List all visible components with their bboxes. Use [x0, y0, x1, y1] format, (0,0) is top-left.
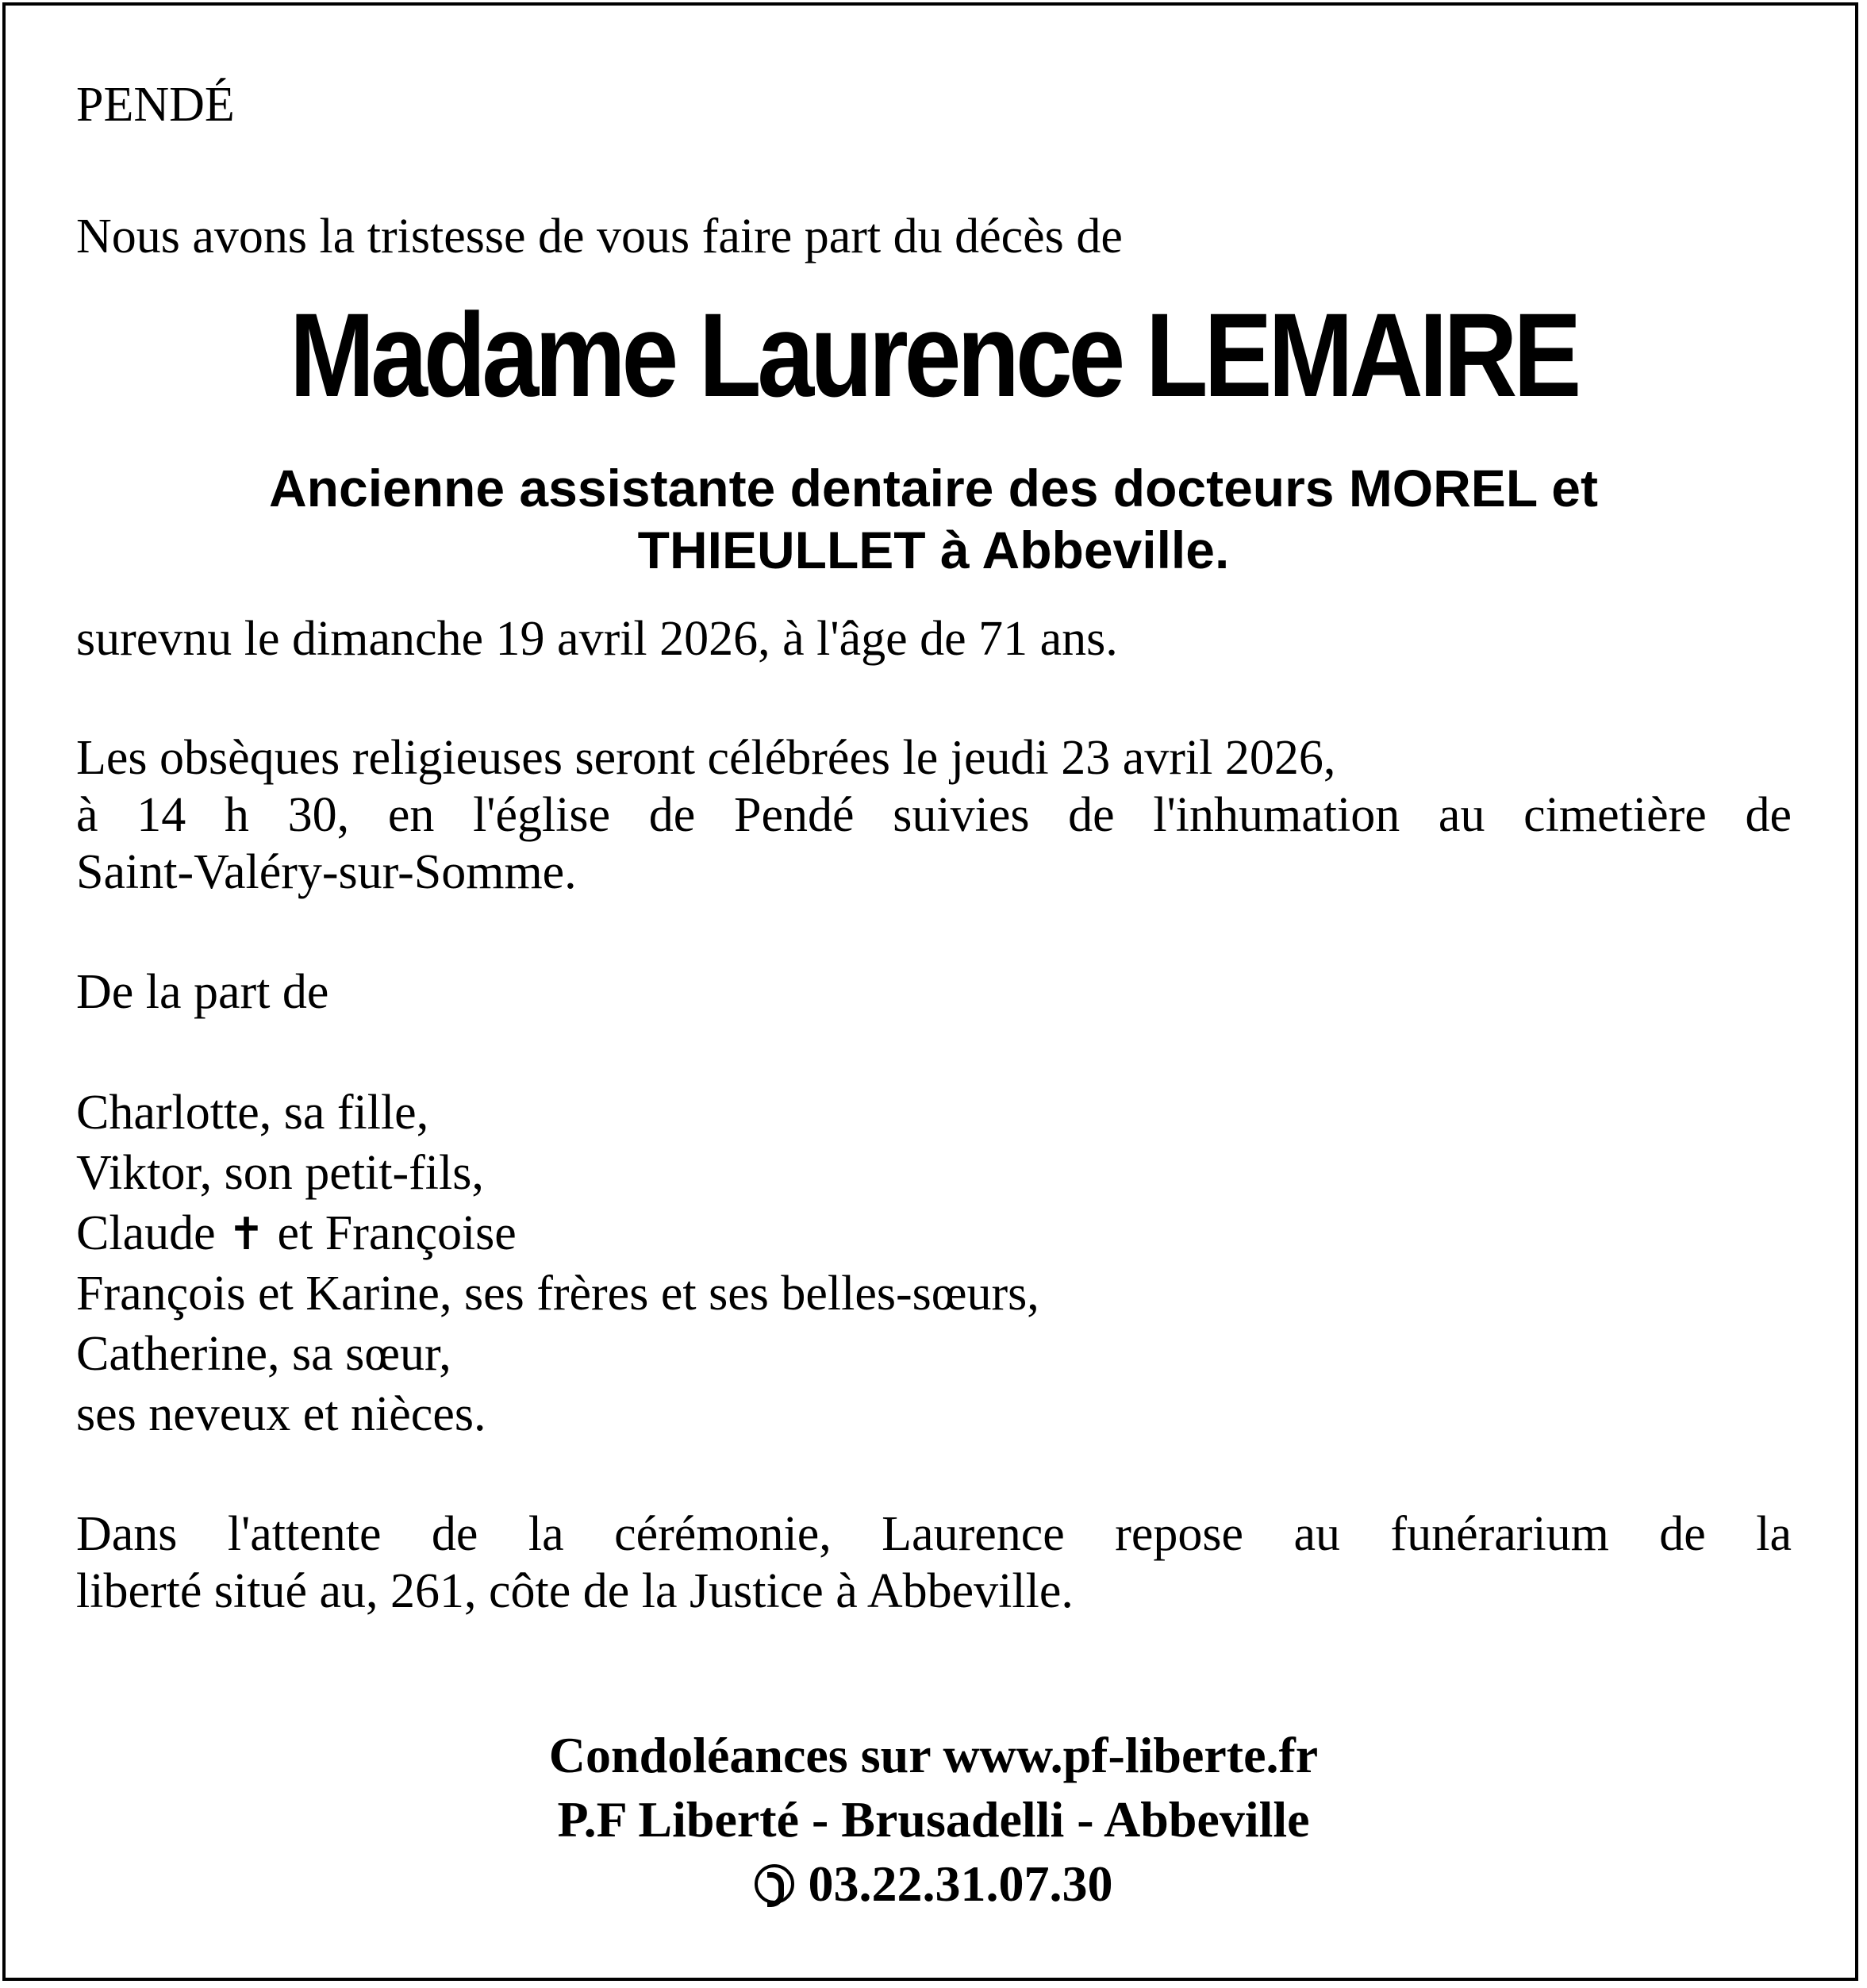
occupation-line-1: Ancienne assistante dentaire des docteurs MOREL et — [269, 459, 1598, 517]
family-grandson: Viktor, son petit-fils, — [76, 1146, 484, 1200]
family-francoise: et Françoise — [277, 1206, 517, 1260]
funeral-company: P.F Liberté - Brusadelli - Abbeville — [557, 1791, 1310, 1848]
funeral-line-3: Saint-Valéry-sur-Somme. — [76, 845, 577, 899]
family-daughter: Charlotte, sa fille, — [76, 1086, 429, 1140]
family-sister: Catherine, sa sœur, — [76, 1327, 451, 1381]
family-nephews: ses neveux et nièces. — [76, 1387, 486, 1441]
intro-text: Nous avons la tristesse de vous faire part du décès de — [76, 210, 1123, 263]
phone-number: 03.22.31.07.30 — [808, 1855, 1113, 1912]
rest-line-2: liberté situé au, 261, côte de la Justice à Abbeville. — [76, 1564, 1074, 1618]
locality: PENDÉ — [76, 78, 235, 132]
phone-icon — [755, 1864, 794, 1904]
from-label: De la part de — [76, 965, 329, 1019]
cross-icon: ✝ — [228, 1209, 266, 1260]
rest-line-1: Dans l'attente de la cérémonie, Laurence repose au funérarium de la — [76, 1507, 1792, 1561]
funeral-line-2: à 14 h 30, en l'église de Pendé suivies de l'inhumation au cimetière de — [76, 788, 1792, 842]
family-brothers: François et Karine, ses frères et ses belles-sœurs, — [76, 1267, 1039, 1321]
funeral-line-1: Les obsèques religieuses seront célébrées le jeudi 23 avril 2026, — [76, 731, 1336, 785]
death-info: surevnu le dimanche 19 avril 2026, à l'âge de 71 ans. — [76, 612, 1118, 666]
family-claude: Claude — [76, 1206, 216, 1260]
occupation-line-2: THIEULLET à Abbeville. — [637, 521, 1230, 579]
condolences-link: Condoléances sur www.pf-liberte.fr — [548, 1727, 1319, 1783]
phone-line — [0, 1852, 1867, 1916]
deceased-name: Madame Laurence LEMAIRE — [289, 288, 1578, 421]
family-claude-francoise — [76, 1205, 517, 1263]
